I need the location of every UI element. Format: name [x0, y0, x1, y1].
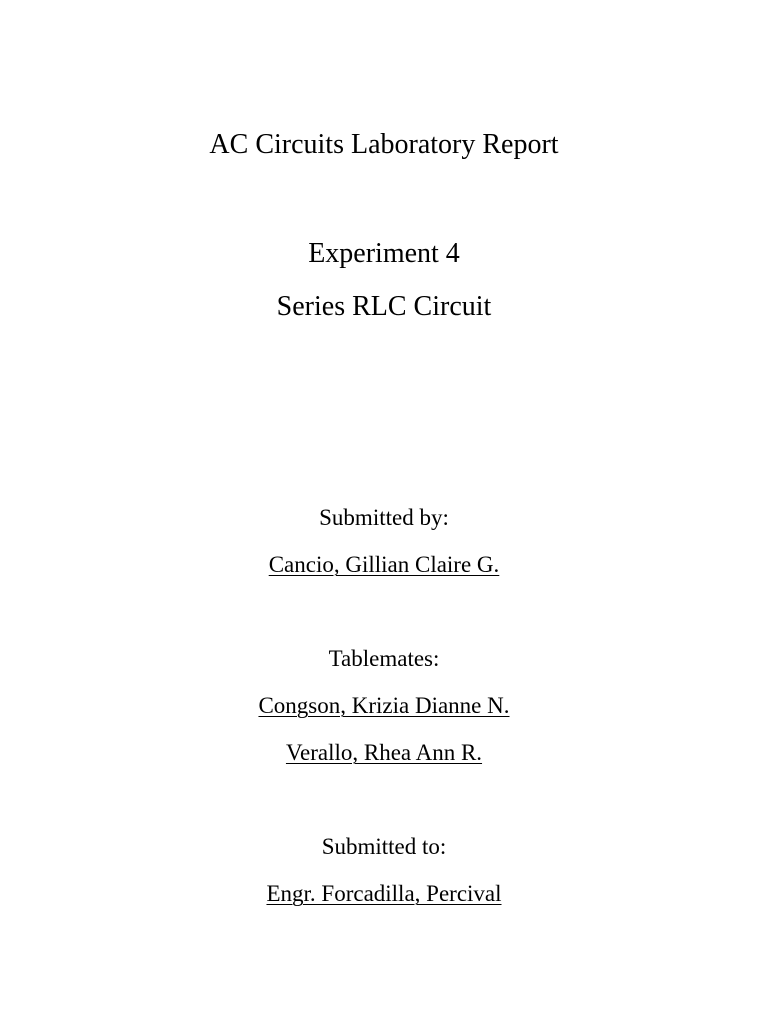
tablemate-line-1	[0, 694, 768, 717]
submitted-to-name: Engr. Forcadilla, Percival	[266, 881, 502, 906]
tablemate-line-2	[0, 741, 768, 764]
tablemates-label: Tablemates:	[328, 646, 440, 671]
experiment-title: Series RLC Circuit	[276, 291, 492, 322]
tablemate-name: Verallo, Rhea Ann R.	[285, 740, 483, 765]
submitted-by-label: Submitted by:	[319, 505, 449, 530]
experiment-number: Experiment 4	[308, 238, 460, 269]
submitted-to-name-line	[0, 882, 768, 905]
report-title: AC Circuits Laboratory Report	[209, 129, 559, 160]
submitted-by-name-line	[0, 553, 768, 576]
submitted-to-label: Submitted to:	[321, 834, 447, 859]
submitted-by-name: Cancio, Gillian Claire G.	[268, 552, 500, 577]
tablemate-name: Congson, Krizia Dianne N.	[258, 693, 510, 718]
